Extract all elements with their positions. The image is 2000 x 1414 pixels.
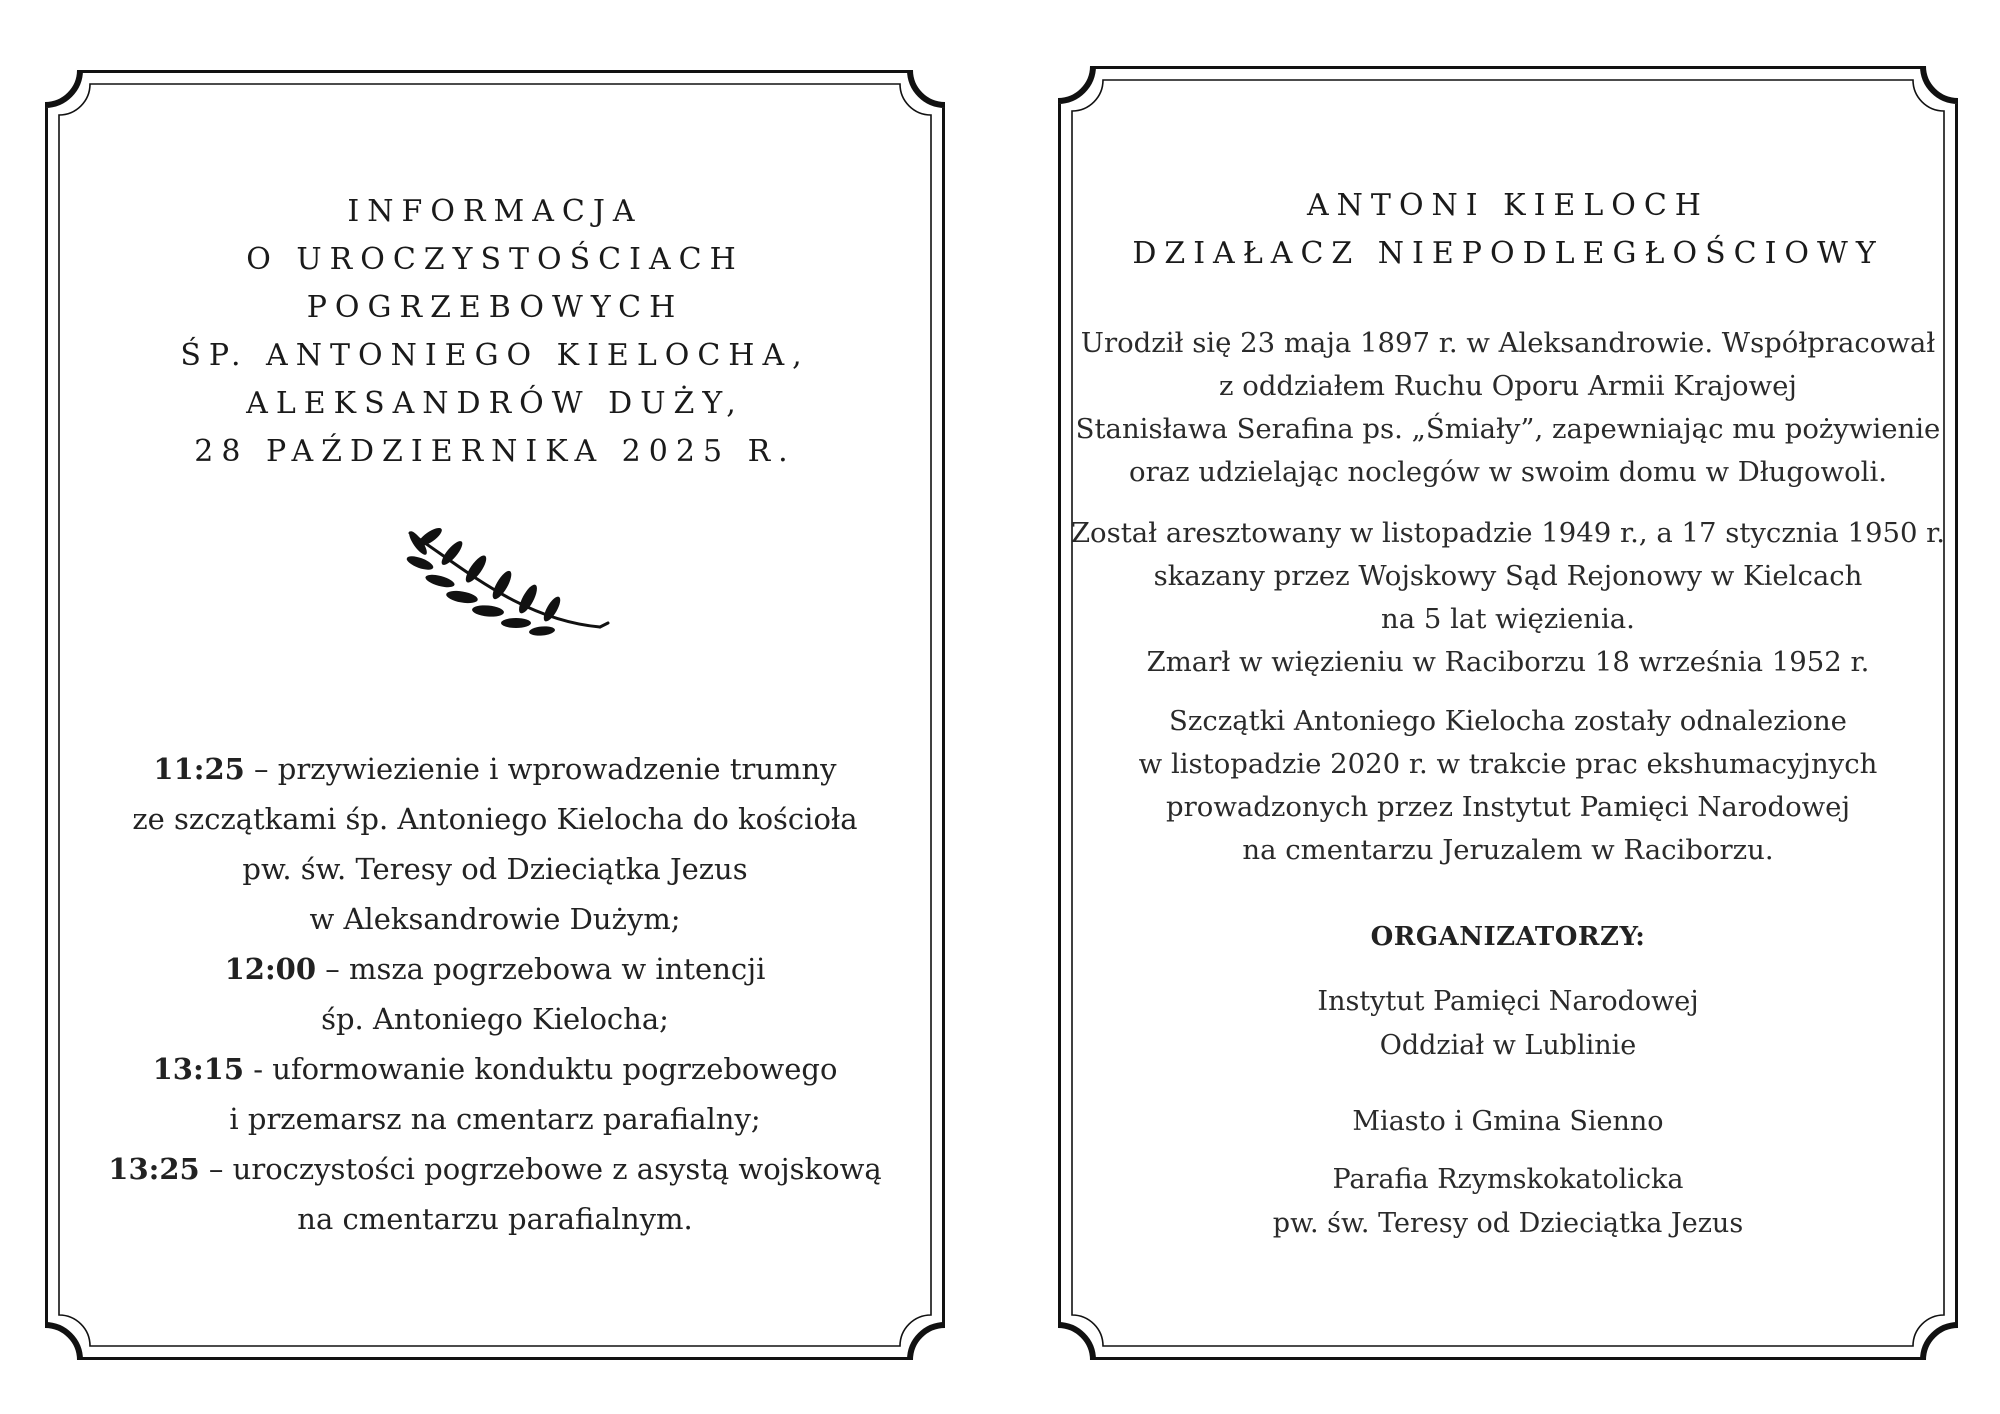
title-line: O UROCZYSTOŚCIACH (246, 242, 744, 277)
schedule-time: 12:00 (224, 952, 317, 986)
title-line: DZIAŁACZ NIEPODLEGŁOŚCIOWY (1132, 236, 1884, 271)
biography-paragraph: Urodził się 23 maja 1897 r. w Aleksandrowie. Współpracował z oddziałem Ruchu Oporu Armii Krajowej Stanisława Serafina ps. „Śmiały”, zapewniając mu pożywienie oraz udzielając noclegów w swoim domu w Długowoli. (1075, 327, 1941, 488)
title-line: ALEKSANDRÓW DUŻY, (246, 386, 744, 421)
funeral-info-title (45, 188, 945, 476)
title-line: ANTONI KIELOCH (1307, 188, 1709, 223)
biography-title (1058, 182, 1958, 278)
organizer-entry: Parafia Rzymskokatolicka pw. św. Teresy od Dzieciątka Jezus (1272, 1164, 1744, 1239)
organizers-heading: ORGANIZATORZY: (1370, 922, 1646, 952)
biography-paragraph: Szczątki Antoniego Kielocha zostały odnalezione w listopadzie 2020 r. w trakcie prac ekshumacyjnych prowadzonych przez Instytut Pamięci Narodowej na cmentarzu Jeruzalem w Raciborzu. (1138, 705, 1878, 866)
title-line: INFORMACJA (347, 194, 643, 229)
schedule-line: ze szczątkami śp. Antoniego Kielocha do kościoła (132, 802, 858, 836)
schedule-line: 11:25 – przywiezienie i wprowadzenie trumny (153, 752, 837, 786)
schedule-line: pw. św. Teresy od Dzieciątka Jezus (242, 852, 748, 886)
biography-paragraph: Został aresztowany w listopadzie 1949 r., a 17 stycznia 1950 r. skazany przez Wojskowy Sąd Rejonowy w Kielcach na 5 lat więzienia. Zmarł w więzieniu w Raciborzu 18 września 1952 r. (1070, 517, 1946, 678)
olive-branch-icon (390, 525, 610, 655)
schedule-line: i przemarsz na cmentarz parafialny; (229, 1102, 761, 1136)
schedule-line: 13:25 – uroczystości pogrzebowe z asystą wojskową (108, 1152, 882, 1186)
schedule-line: w Aleksandrowie Dużym; (309, 902, 681, 936)
organizer-entry: Miasto i Gmina Sienno (1352, 1106, 1664, 1137)
title-line: POGRZEBOWYCH (306, 290, 684, 325)
title-line: 28 PAŹDZIERNIKA 2025 R. (194, 434, 796, 469)
biography-panel (1058, 66, 1958, 1360)
schedule-line: 13:15 - uformowanie konduktu pogrzebowego (152, 1052, 838, 1086)
schedule-time: 11:25 (153, 752, 245, 786)
schedule-line: 12:00 – msza pogrzebowa w intencji (224, 952, 766, 986)
schedule-line: śp. Antoniego Kielocha; (321, 1002, 669, 1036)
schedule-line: na cmentarzu parafialnym. (297, 1202, 693, 1236)
organizer-entry: Instytut Pamięci Narodowej Oddział w Lublinie (1317, 986, 1699, 1061)
schedule-time: 13:15 (152, 1052, 245, 1086)
ceremony-schedule (45, 744, 945, 1244)
title-line: ŚP. ANTONIEGO KIELOCHA, (180, 338, 810, 373)
funeral-info-panel (45, 70, 945, 1360)
schedule-time: 13:25 (108, 1152, 200, 1186)
